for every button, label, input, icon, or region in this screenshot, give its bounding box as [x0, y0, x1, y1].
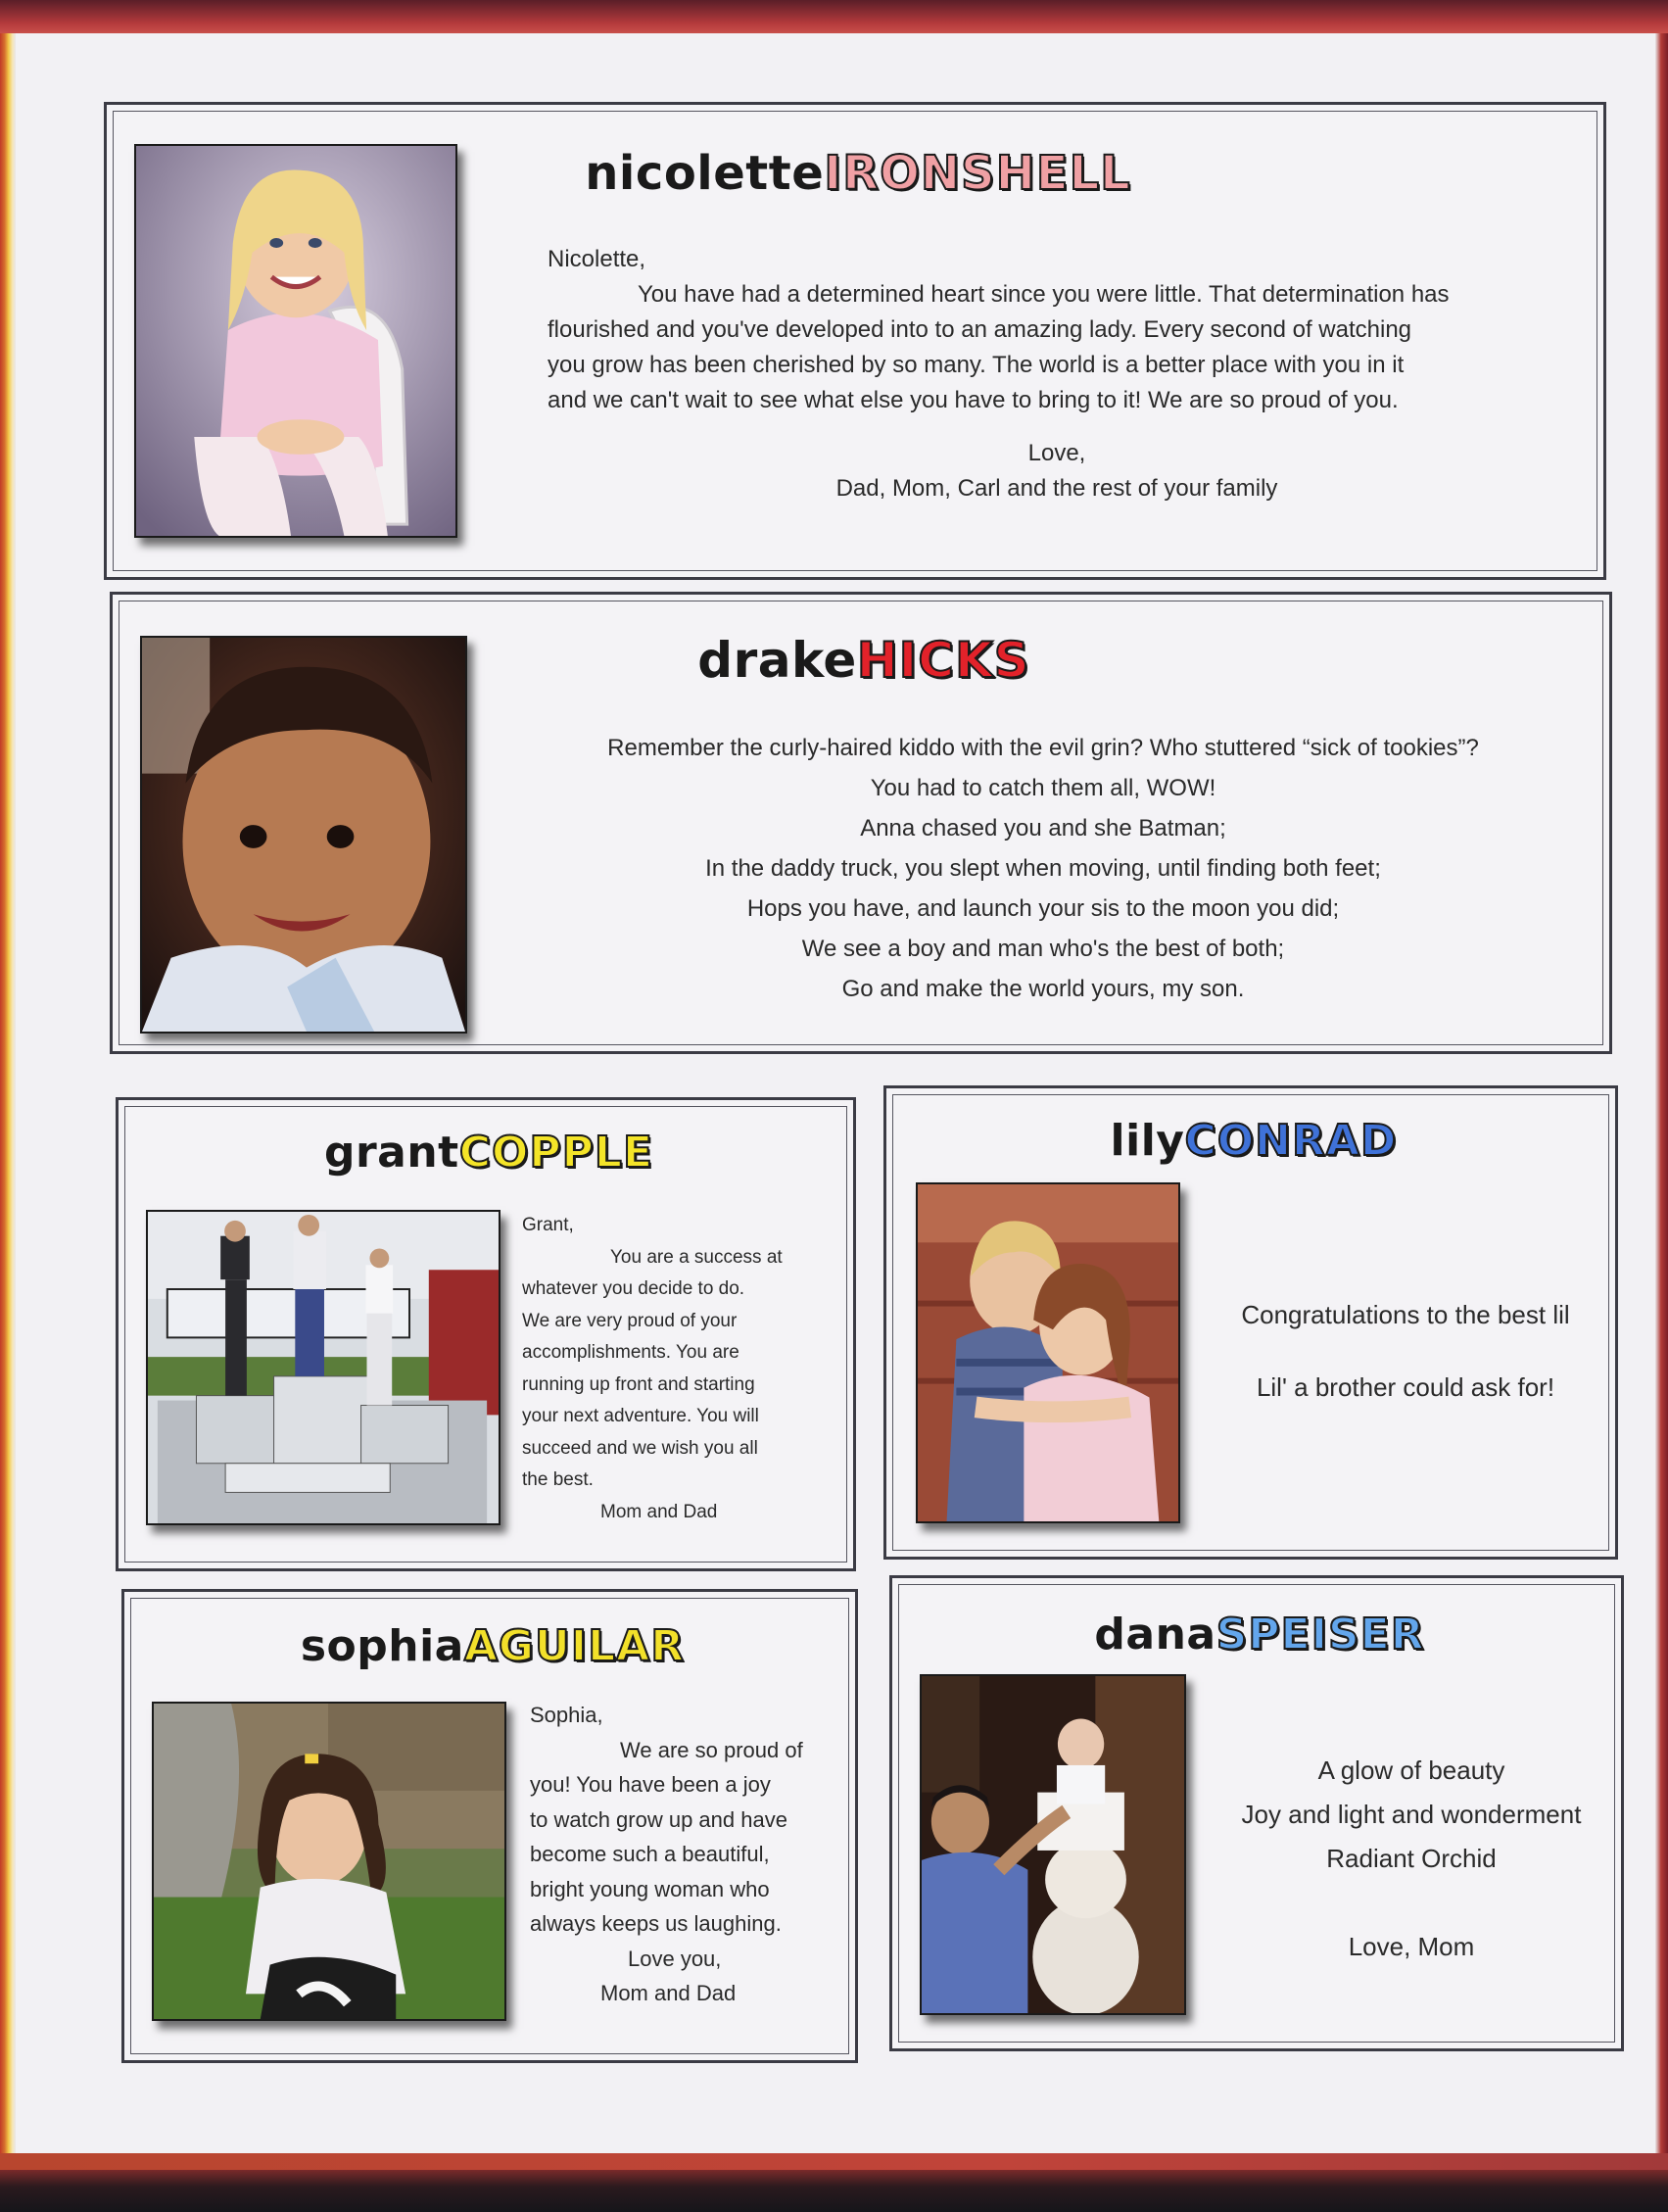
message-line: Anna chased you and she Batman;: [860, 815, 1226, 842]
last-name: COPPLE: [458, 1128, 654, 1178]
first-name: dana: [1094, 1610, 1216, 1659]
signature: Dad, Mom, Carl and the rest of your family: [835, 475, 1278, 502]
message-line: Hops you have, and launch your sis to the moon you did;: [746, 895, 1340, 922]
right-page-edge: [1655, 33, 1668, 2159]
message-line: you grow has been cherished by so many. The world is a better place with you in it: [548, 352, 1405, 378]
message-line: You had to catch them all, WOW!: [870, 775, 1216, 801]
message-line: running up front and starting: [522, 1373, 755, 1395]
name-lily: [886, 1116, 1621, 1166]
first-name: grant: [323, 1128, 459, 1178]
photo-sophia: [152, 1702, 506, 2021]
message-line: You have had a determined heart since you were little. That determination has: [638, 281, 1450, 308]
message-line: accomplishments. You are: [522, 1342, 739, 1363]
message-line: Go and make the world yours, my son.: [841, 976, 1245, 1002]
photo-lily: [916, 1182, 1180, 1523]
ad-card-sophia: [121, 1589, 858, 2063]
name-grant: [119, 1128, 859, 1178]
photo-nicolette: [134, 144, 457, 538]
first-name: nicolette: [585, 146, 825, 201]
signature: Mom and Dad: [600, 1981, 737, 2005]
message-line: always keeps us laughing.: [530, 1911, 782, 1936]
last-name: IRONSHELL: [824, 146, 1131, 201]
message-line: to watch grow up and have: [530, 1806, 787, 1832]
message-line: We are very proud of your: [522, 1310, 738, 1331]
message-line: We are so proud of: [620, 1737, 803, 1762]
message-line: In the daddy truck, you slept when moving, until finding both feet;: [705, 855, 1381, 882]
message-line: become such a beautiful,: [530, 1842, 770, 1866]
name-sophia: [124, 1621, 861, 1671]
top-border: [0, 0, 1668, 33]
message-line: We see a boy and man who's the best of both;: [801, 936, 1285, 962]
greeting: Grant,: [522, 1215, 574, 1235]
message-sophia: [530, 1698, 843, 2011]
ad-card-grant: [116, 1097, 856, 1571]
greeting: Sophia,: [530, 1703, 603, 1727]
photo-drake: [140, 636, 467, 1034]
message-grant: [522, 1210, 835, 1528]
message-line: bright young woman who: [530, 1876, 770, 1901]
message-line: Lil' a brother could ask for!: [1256, 1372, 1555, 1402]
photo-grant: [146, 1210, 500, 1525]
signature: Love, Mom: [1348, 1932, 1475, 1961]
message-drake: [504, 728, 1582, 1009]
last-name: HICKS: [856, 632, 1030, 689]
last-name: CONRAD: [1184, 1116, 1398, 1166]
message-line: your next adventure. You will: [522, 1406, 759, 1426]
message-line: Joy and light and wonderment: [1241, 1800, 1582, 1829]
first-name: drake: [697, 632, 857, 689]
ad-card-drake: [110, 592, 1612, 1054]
last-name: SPEISER: [1215, 1610, 1425, 1659]
message-line: and we can't wait to see what else you have to bring to it! We are so proud of you.: [548, 387, 1399, 413]
name-nicolette: [107, 146, 1609, 201]
first-name: lily: [1110, 1116, 1185, 1166]
message-nicolette: [548, 242, 1566, 506]
signature: Mom and Dad: [600, 1501, 718, 1522]
closing: Love you,: [628, 1946, 722, 1971]
message-line: A glow of beauty: [1317, 1755, 1505, 1785]
message-line: flourished and you've developed into to an amazing lady. Every second of watching: [548, 316, 1412, 343]
message-line: Remember the curly-haired kiddo with the evil grin? Who stuttered “sick of tookies”?: [607, 735, 1479, 761]
last-name: AGUILAR: [463, 1621, 686, 1671]
photo-dana: [920, 1674, 1186, 2015]
ad-card-lily: [883, 1085, 1618, 1560]
message-line: succeed and we wish you all: [522, 1437, 758, 1459]
message-dana: [1215, 1749, 1607, 1969]
first-name: sophia: [300, 1621, 464, 1671]
message-line: Radiant Orchid: [1326, 1844, 1497, 1873]
message-lily: [1210, 1278, 1601, 1423]
closing: Love,: [1027, 440, 1086, 466]
bottom-shadow: [0, 2170, 1668, 2212]
greeting: Nicolette,: [548, 246, 646, 272]
ad-card-dana: [889, 1575, 1624, 2051]
bottom-border: [0, 2153, 1668, 2171]
message-line: you! You have been a joy: [530, 1772, 771, 1797]
name-drake: [113, 632, 1615, 689]
message-line: Congratulations to the best lil: [1241, 1300, 1570, 1329]
left-page-edge: [0, 33, 16, 2159]
ad-card-nicolette: [104, 102, 1606, 580]
message-line: You are a success at: [610, 1246, 783, 1268]
message-line: the best.: [522, 1469, 594, 1490]
message-line: whatever you decide to do.: [522, 1278, 745, 1299]
name-dana: [892, 1610, 1627, 1659]
